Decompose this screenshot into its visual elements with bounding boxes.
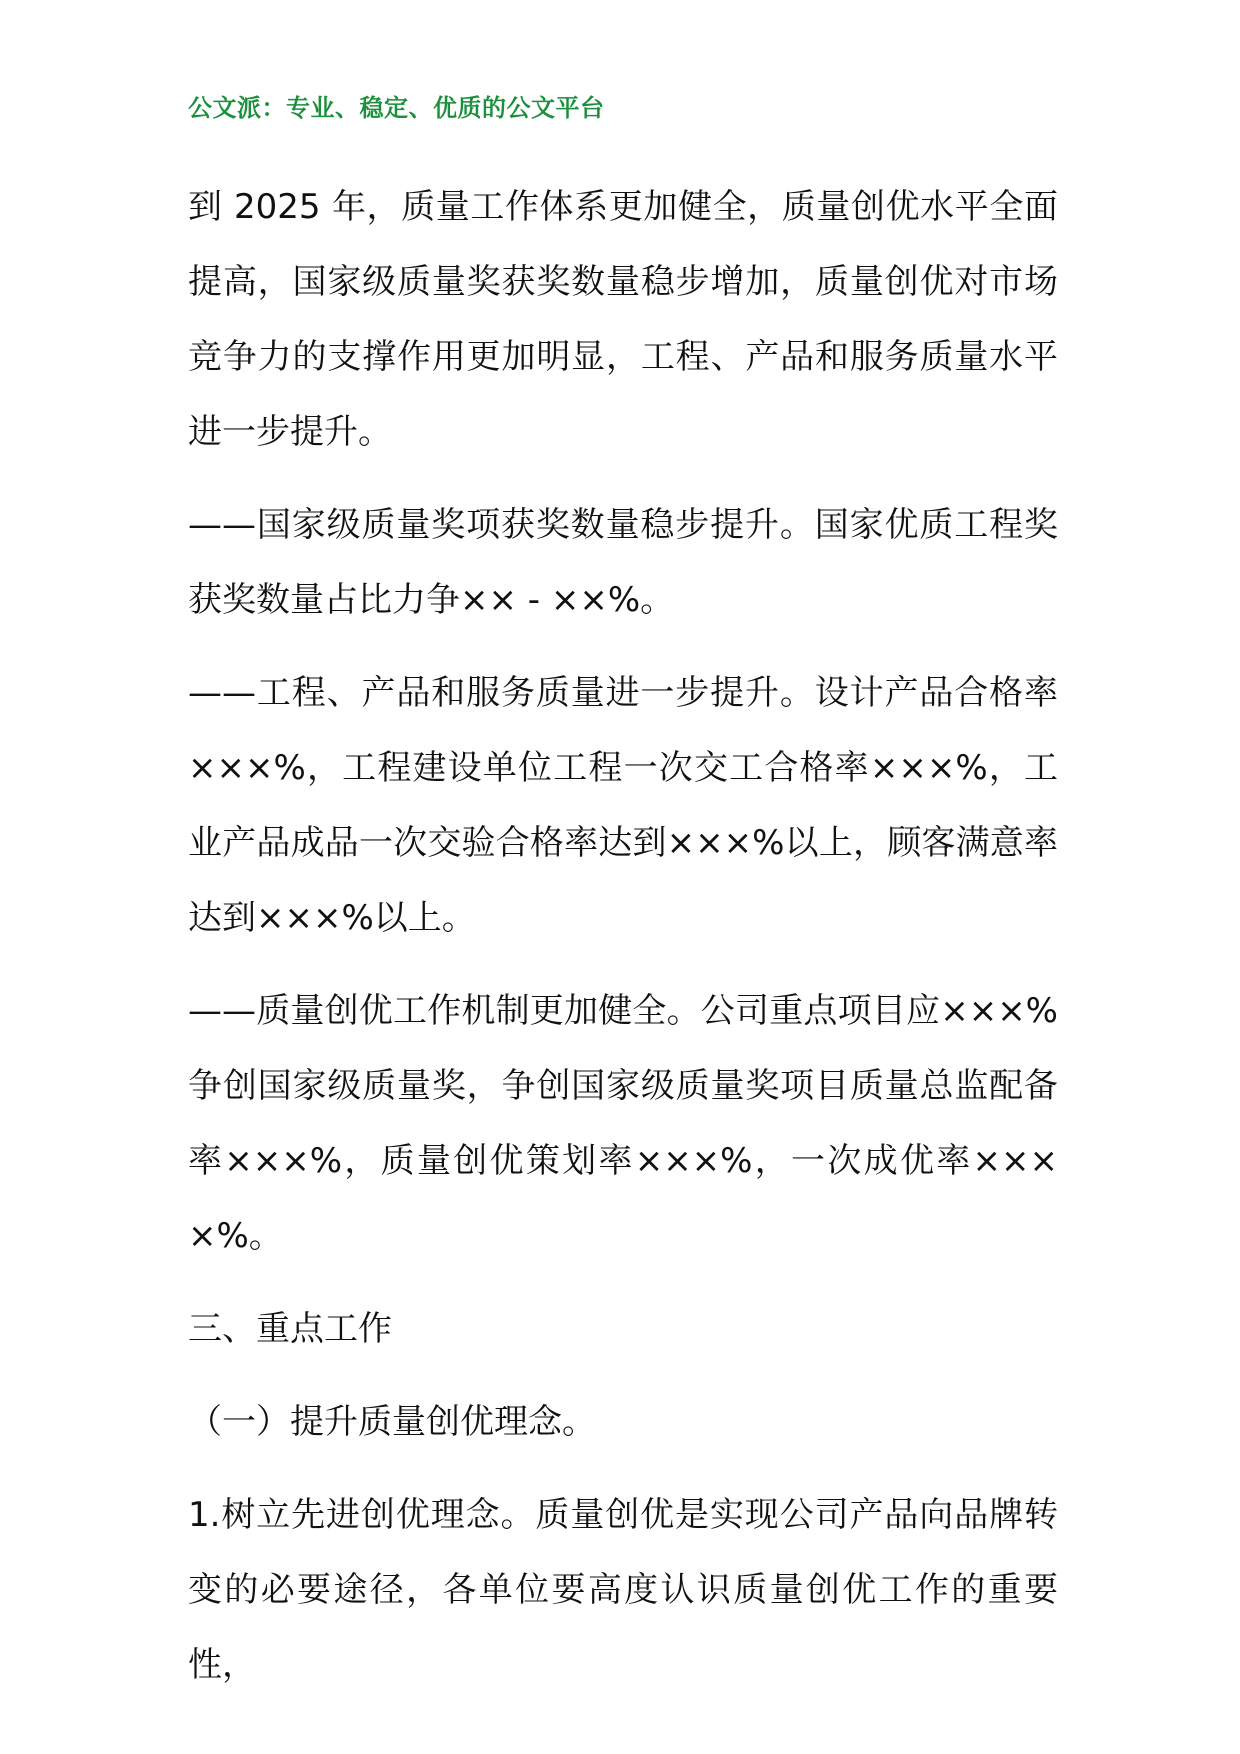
- paragraph-mechanism: ——质量创优工作机制更加健全。公司重点项目应×××%争创国家级质量奖，争创国家级质量奖项目质量总监配备率×××%，质量创优策划率×××%，一次成优率××××%。: [188, 991, 1058, 1256]
- paragraph-award-count: ——国家级质量奖项获奖数量稳步提升。国家优质工程奖获奖数量占比力争×× - ××%。: [188, 505, 1058, 620]
- paragraph-quality-rates: ——工程、产品和服务质量进一步提升。设计产品合格率×××%，工程建设单位工程一次交工合格率×××%，工业产品成品一次交验合格率达到×××%以上，顾客满意率达到×××%以上。: [188, 673, 1058, 938]
- page-header: 公文派：专业、稳定、优质的公文平台: [188, 94, 605, 122]
- document-body: [188, 170, 1058, 1721]
- subsection-heading: （一）提升质量创优理念。: [188, 1402, 596, 1442]
- paragraph-goal-2025: 到 2025 年，质量工作体系更加健全，质量创优水平全面提高，国家级质量奖获奖数量稳步增加，质量创优对市场竞争力的支撑作用更加明显，工程、产品和服务质量水平进一步提升。: [188, 187, 1058, 452]
- section-heading: 三、重点工作: [188, 1309, 392, 1349]
- paragraph-item-1: 1.树立先进创优理念。质量创优是实现公司产品向品牌转变的必要途径，各单位要高度认识质量创优工作的重要性，: [188, 1495, 1058, 1685]
